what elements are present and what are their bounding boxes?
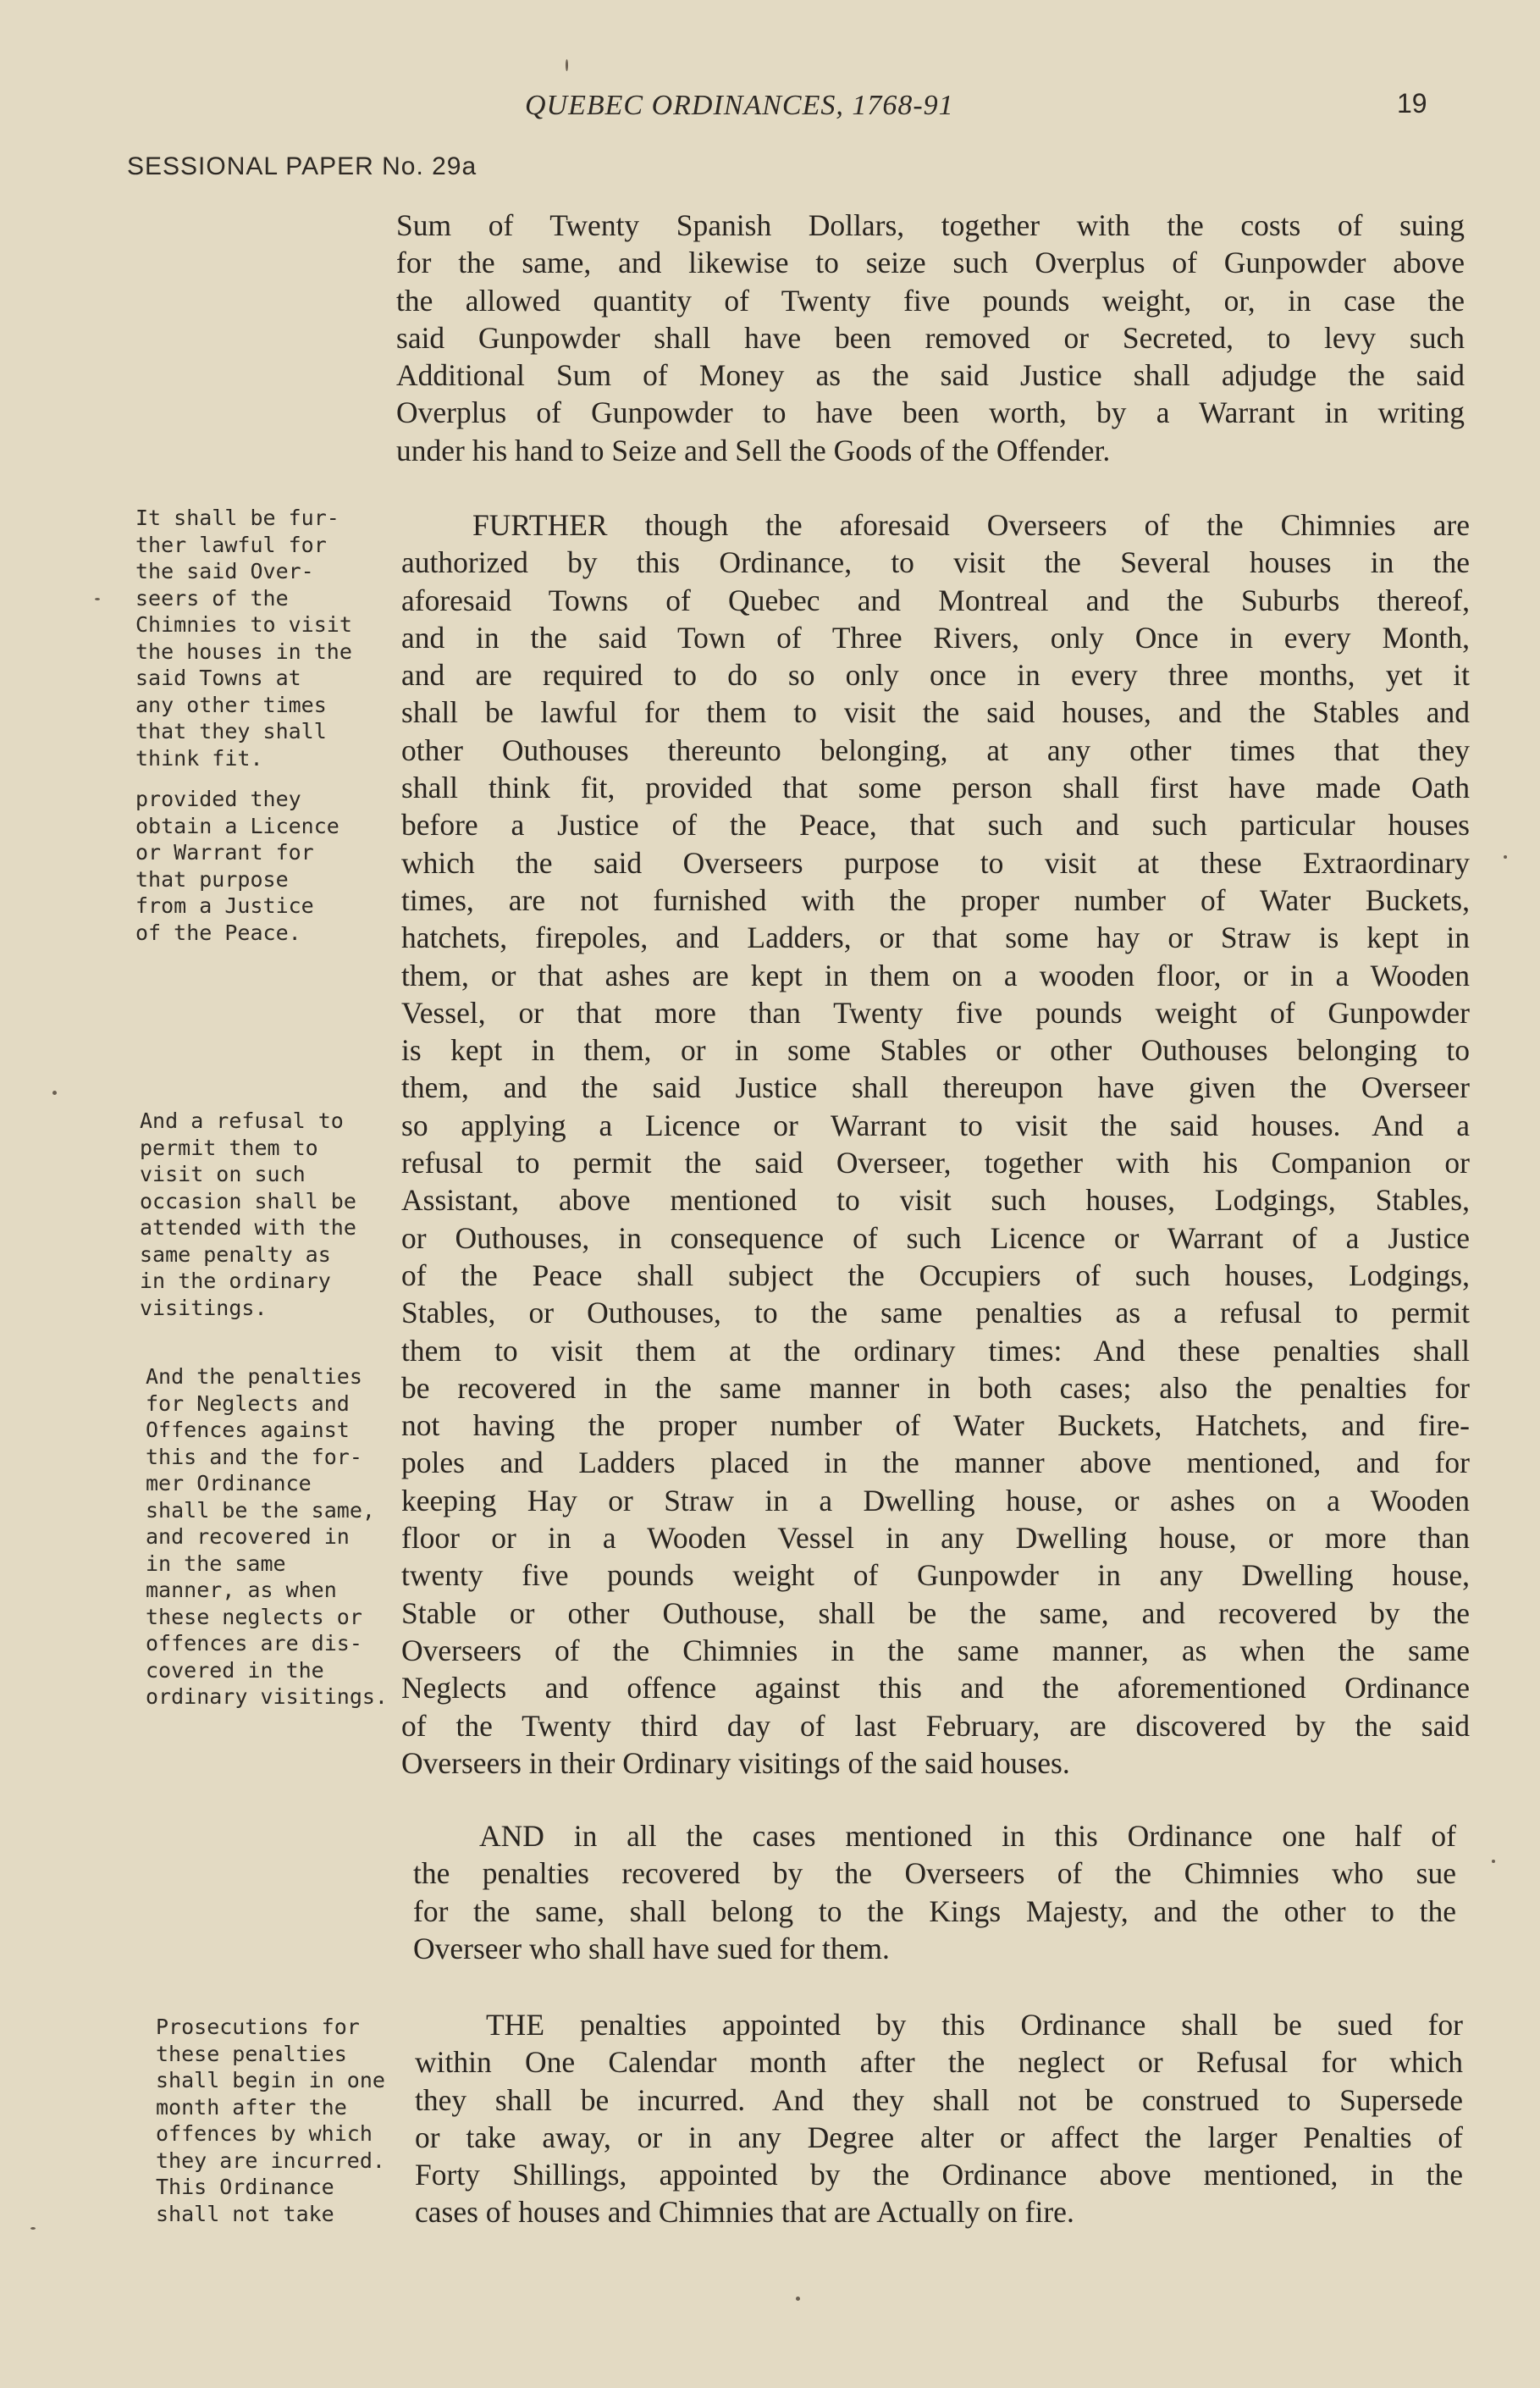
text-line: the allowed quantity of Twenty five pounds weight, or, in case the (396, 283, 1465, 318)
margin-line: It shall be fur- (135, 506, 339, 530)
margin-note-4 (146, 1363, 417, 1711)
text-line: for the same, and likewise to seize such Overplus of Gunpowder above (396, 246, 1465, 280)
text-line: the penalties recovered by the Overseers of the Chimnies who sue (413, 1856, 1456, 1891)
text-line: AND in all the cases mentioned in this Ordinance one half of (479, 1819, 1456, 1853)
paper-speck (796, 2297, 800, 2301)
text-line: or take away, or in any Degree alter or affect the larger Penalties of (415, 2120, 1463, 2154)
margin-line: shall not take (156, 2201, 334, 2226)
margin-line: visitings. (140, 1295, 268, 1320)
paper-speck (30, 2227, 36, 2230)
text-line: they shall be incurred. And they shall not be construed to Supersede (415, 2082, 1463, 2117)
margin-note-2 (135, 786, 406, 946)
text-line: THE penalties appointed by this Ordinance shall be sued for (486, 2008, 1463, 2042)
text-line: within One Calendar month after the neglect or Refusal for which (415, 2045, 1463, 2080)
paper-speck (1504, 855, 1507, 859)
text-line: authorized by this Ordinance, to visit the Several houses in the (401, 545, 1470, 580)
margin-line: any other times (135, 692, 327, 717)
text-line: FURTHER though the aforesaid Overseers of the Chimnies are (472, 508, 1470, 542)
text-line: aforesaid Towns of Quebec and Montreal and the Suburbs thereof, (401, 583, 1470, 617)
margin-line: they are incurred. (156, 2148, 385, 2173)
sessional-paper-label: SESSIONAL PAPER No. 29a (127, 152, 477, 180)
text-line: Stables, or Outhouses, to the same penalties as a refusal to permit (401, 1296, 1470, 1330)
text-line: Assistant, above mentioned to visit such houses, Lodgings, Stables, (401, 1183, 1470, 1218)
text-line: cases of houses and Chimnies that are Actually on fire. (415, 2195, 1074, 2230)
margin-line: And the penalties (146, 1364, 362, 1389)
text-line: Overplus of Gunpowder to have been worth, by a Warrant in writing (396, 395, 1465, 430)
text-line: and in the said Town of Three Rivers, only Once in every Month, (401, 620, 1470, 655)
text-line: which the said Overseers purpose to visit at these Extraordinary (401, 845, 1470, 880)
text-line: so applying a Licence or Warrant to visit the said houses. And a (401, 1108, 1470, 1142)
text-line: hatchets, firepoles, and Ladders, or that some hay or Straw is kept in (401, 920, 1470, 955)
text-line: other Outhouses thereunto belonging, at any other times that they (401, 732, 1470, 767)
text-line: floor or in a Wooden Vessel in any Dwelling house, or more than (401, 1521, 1470, 1556)
margin-line: these neglects or (146, 1604, 362, 1629)
margin-line: or Warrant for (135, 840, 314, 865)
text-line: under his hand to Seize and Sell the Goods of the Offender. (396, 433, 1111, 467)
margin-line: mer Ordinance (146, 1471, 312, 1495)
text-line: before a Justice of the Peace, that such and such particular houses (401, 808, 1470, 843)
text-line: them, or that ashes are kept in them on a wooden floor, or in a Wooden (401, 958, 1470, 992)
paragraph-2 (401, 506, 1470, 1782)
margin-line: permit them to (140, 1135, 318, 1160)
paper-speck (1492, 1860, 1495, 1863)
margin-line: said Towns at (135, 666, 301, 690)
margin-line: offences by which (156, 2121, 373, 2146)
text-line: Additional Sum of Money as the said Justice shall adjudge the said (396, 358, 1465, 393)
text-line: for the same, shall belong to the Kings Majesty, and the other to the (413, 1893, 1456, 1928)
margin-line: offences are dis- (146, 1631, 362, 1656)
text-line: shall think fit, provided that some person shall first have made Oath (401, 771, 1470, 805)
text-line: them to visit them at the ordinary times: And these penalties shall (401, 1333, 1470, 1368)
margin-note-1 (135, 505, 406, 771)
margin-line: these penalties (156, 2041, 347, 2066)
margin-line: ordinary visitings. (146, 1684, 388, 1709)
text-line: keeping Hay or Straw in a Dwelling house, or ashes on a Wooden (401, 1483, 1470, 1517)
text-line: said Gunpowder shall have been removed or Secreted, to levy such (396, 320, 1465, 355)
margin-line: manner, as when (146, 1578, 337, 1602)
margin-line: covered in the (146, 1657, 324, 1683)
margin-line: of the Peace. (135, 920, 301, 945)
text-line: Neglects and offence against this and the aforementioned Ordinance (401, 1671, 1470, 1705)
text-line: Overseers in their Ordinary visitings of the said houses. (401, 1745, 1070, 1780)
margin-line: seers of the (135, 585, 289, 611)
text-line: Overseer who shall have sued for them. (413, 1931, 890, 1965)
paragraph-1 (396, 207, 1465, 469)
margin-line: for Neglects and (146, 1390, 350, 1416)
margin-line: in the same (146, 1551, 286, 1576)
margin-line: the said Over- (135, 559, 314, 583)
text-line: times, are not furnished with the proper number of Water Buckets, (401, 882, 1470, 917)
text-line: not having the proper number of Water Buckets, Hatchets, and fire- (401, 1408, 1470, 1443)
text-line: them, and the said Justice shall thereupon have given the Overseer (401, 1070, 1470, 1105)
margin-line: that purpose (135, 866, 289, 892)
margin-line: this and the for- (146, 1444, 362, 1469)
text-line: poles and Ladders placed in the manner above mentioned, and for (401, 1446, 1470, 1480)
margin-line: And a refusal to (140, 1108, 344, 1133)
text-line: twenty five pounds weight of Gunpowder in any Dwelling house, (401, 1558, 1470, 1593)
margin-line: think fit. (135, 745, 263, 771)
margin-line: visit on such (140, 1162, 306, 1186)
margin-line: in the ordinary (140, 1269, 331, 1293)
margin-line: provided they (135, 787, 301, 811)
paragraph-4 (415, 2006, 1463, 2231)
text-line: be recovered in the same manner in both cases; also the penalties for (401, 1370, 1470, 1405)
margin-note-5 (156, 2014, 427, 2227)
paper-speck (52, 1091, 57, 1095)
text-line: Forty Shillings, appointed by the Ordinance above mentioned, in the (415, 2158, 1463, 2192)
margin-line: from a Justice (135, 893, 314, 918)
text-line: and are required to do so only once in every three months, yet it (401, 658, 1470, 693)
margin-line: obtain a Licence (135, 813, 339, 838)
margin-line: month after the (156, 2094, 347, 2120)
text-line: Overseers of the Chimnies in the same manner, as when the same (401, 1633, 1470, 1667)
margin-line: Offences against (146, 1418, 350, 1442)
margin-line: attended with the (140, 1215, 356, 1240)
paragraph-3 (413, 1817, 1456, 1967)
text-line: refusal to permit the said Overseer, together with his Companion or (401, 1146, 1470, 1180)
margin-line: shall begin in one (156, 2068, 385, 2092)
text-line: or Outhouses, in consequence of such Licence or Warrant of a Justice (401, 1220, 1470, 1255)
margin-line: occasion shall be (140, 1188, 356, 1213)
paper-speck (566, 59, 568, 71)
margin-line: the houses in the (135, 638, 352, 664)
text-line: of the Twenty third day of last February, are discovered by the said (401, 1708, 1470, 1743)
margin-line: This Ordinance (156, 2175, 334, 2199)
page-number: 19 (1397, 88, 1427, 119)
text-line: shall be lawful for them to visit the said houses, and the Stables and (401, 695, 1470, 730)
text-line: is kept in them, or in some Stables or other Outhouses belonging to (401, 1033, 1470, 1068)
margin-line: that they shall (135, 719, 327, 743)
margin-line: ther lawful for (135, 532, 327, 557)
margin-line: Prosecutions for (156, 2015, 360, 2039)
margin-note-3 (140, 1108, 411, 1321)
margin-line: shall be the same, (146, 1497, 375, 1523)
text-line: Vessel, or that more than Twenty five pounds weight of Gunpowder (401, 995, 1470, 1030)
margin-line: and recovered in (146, 1524, 350, 1549)
margin-line: same penalty as (140, 1241, 331, 1267)
text-line: of the Peace shall subject the Occupiers of such houses, Lodgings, (401, 1258, 1470, 1292)
running-title: QUEBEC ORDINANCES, 1768-91 (525, 90, 954, 121)
text-line: Stable or other Outhouse, shall be the same, and recovered by the (401, 1595, 1470, 1630)
margin-line: Chimnies to visit (135, 612, 352, 637)
paper-speck (95, 598, 100, 600)
text-line: Sum of Twenty Spanish Dollars, together with the costs of suing (396, 208, 1465, 242)
